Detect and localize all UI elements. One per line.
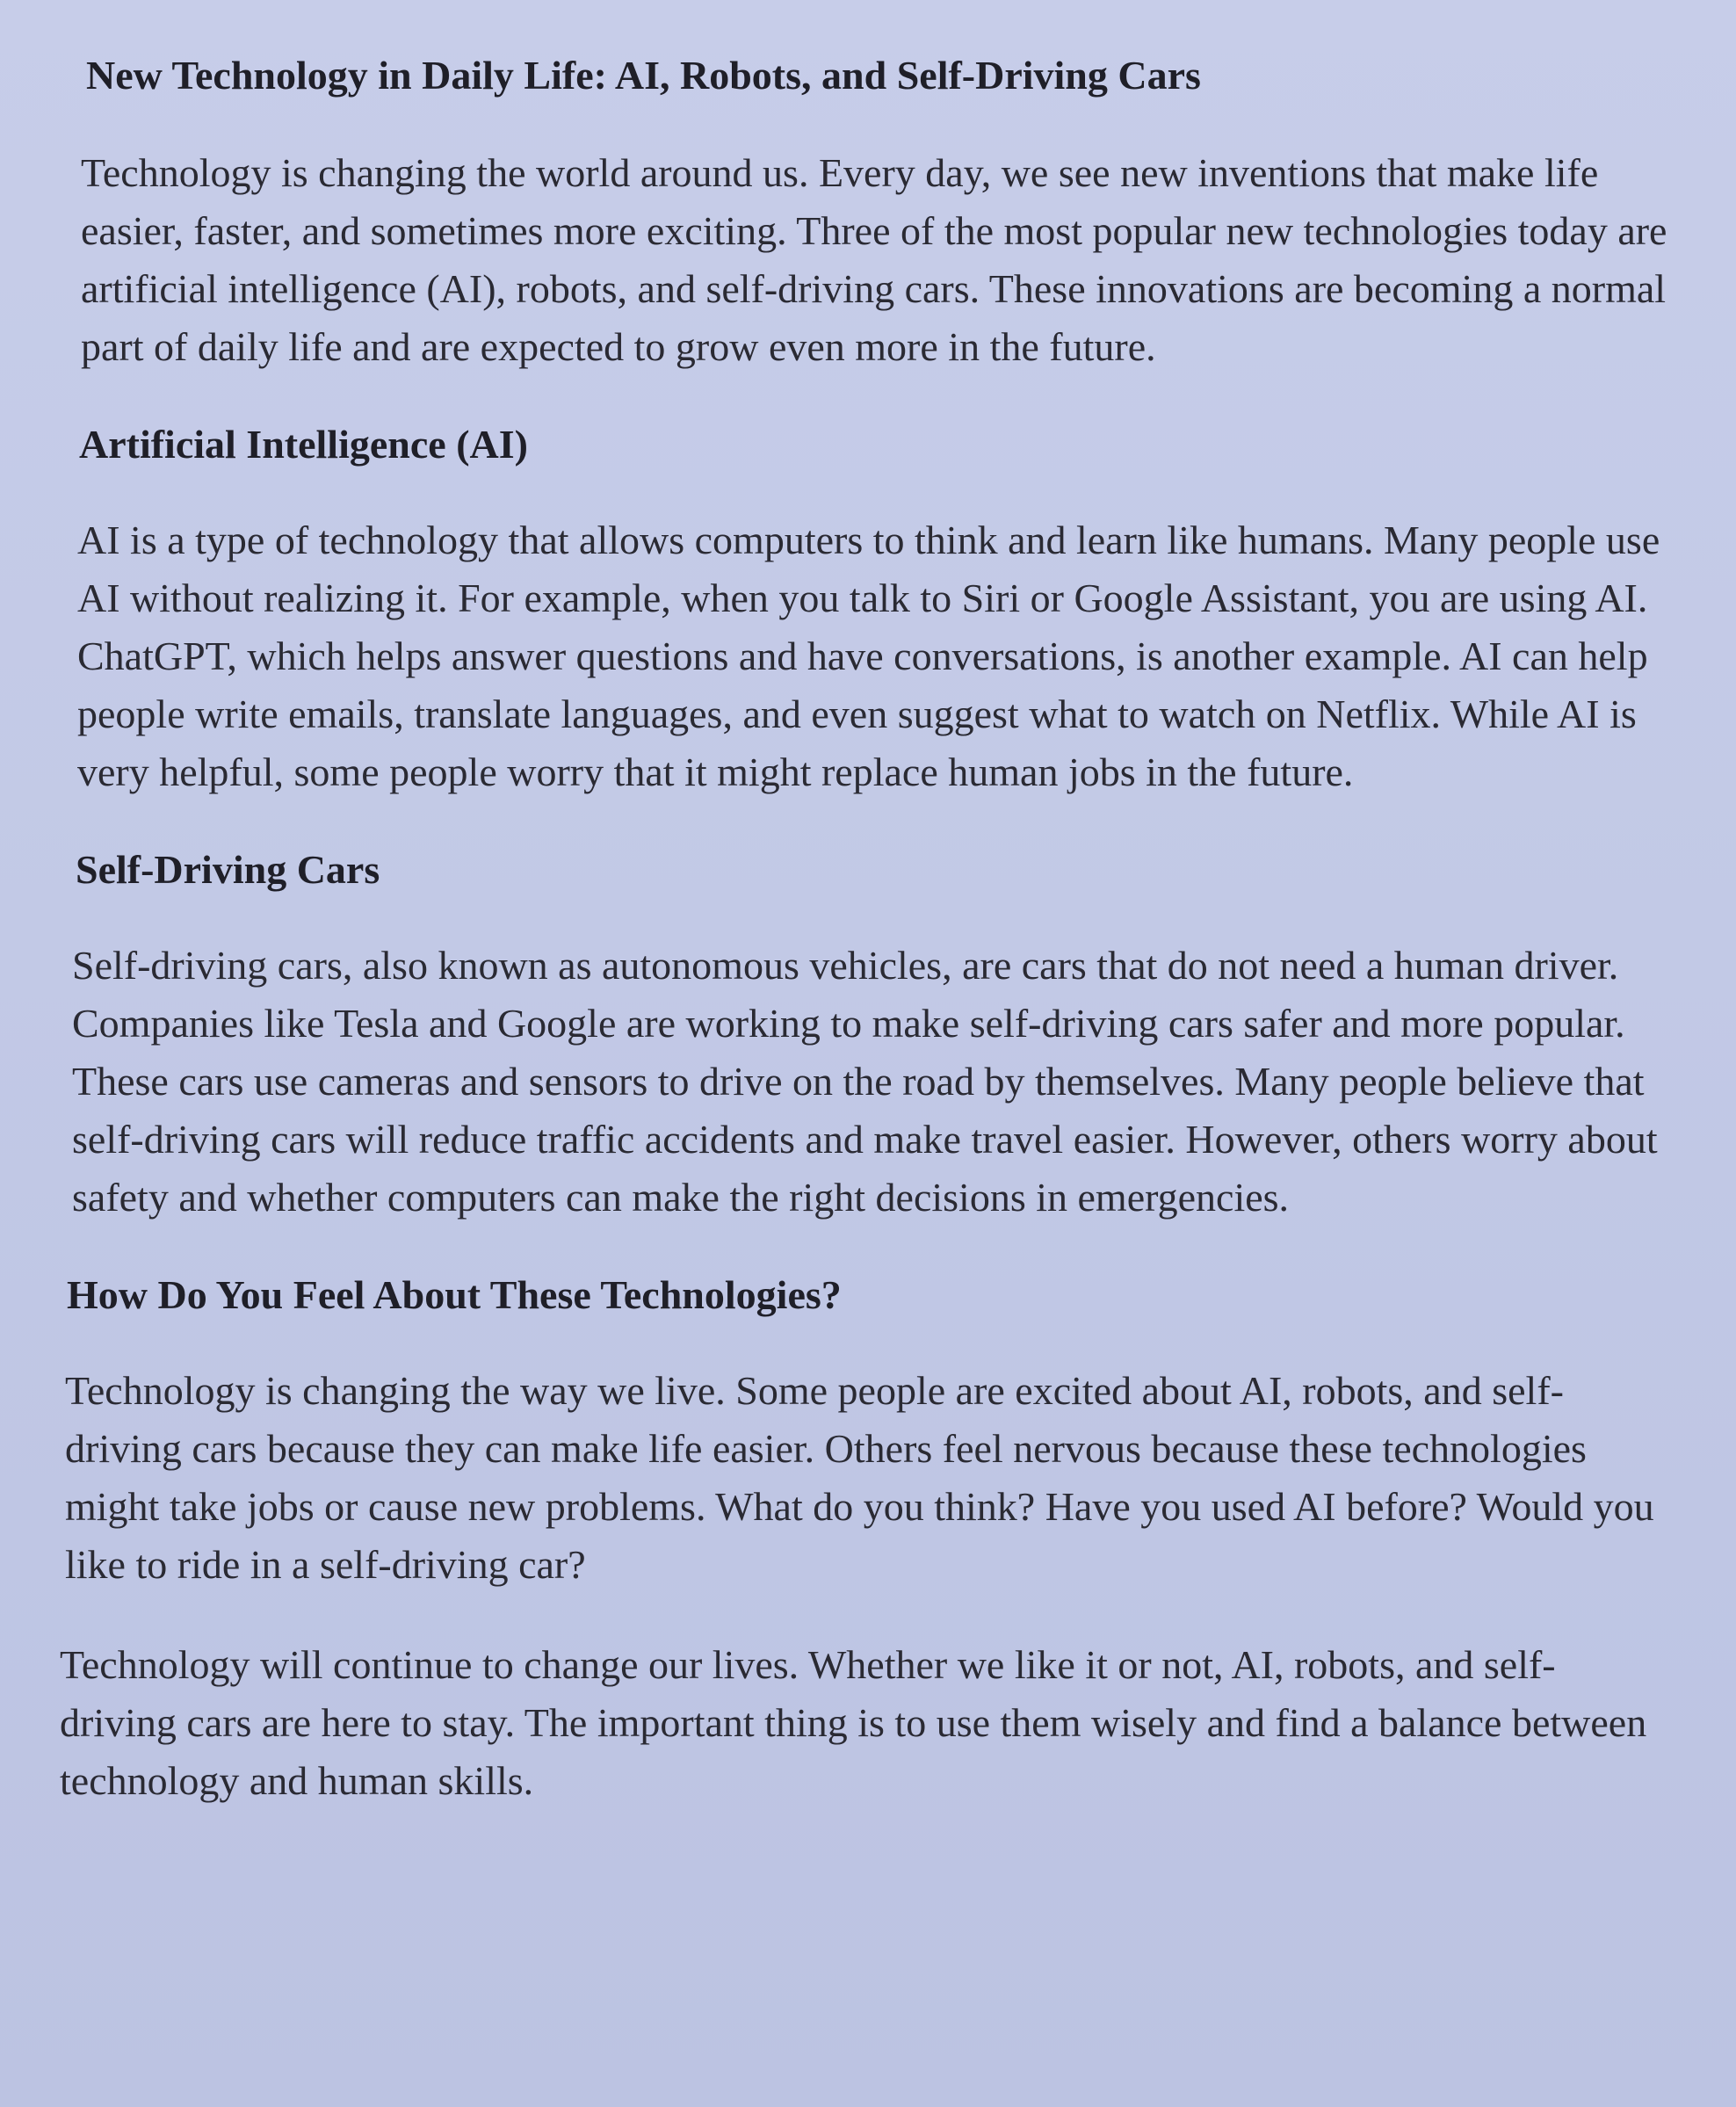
section-heading-ai: Artificial Intelligence (AI) — [79, 422, 528, 467]
section-body-self-driving-cars: Self-driving cars, also known as autonomous vehicles, are cars that do not need a human driver. Companies like Tesla and Google are working to make self-driving cars safer and more popular. These cars use cameras and sensors to drive on the road by themselves. Many people believe that self-driving cars will reduce traffic accidents and make travel easier. However, others worry about safety and whether computers can make the right decisions in emergencies. — [72, 943, 1658, 1220]
intro-paragraph: Technology is changing the world around us. Every day, we see new inventions that make life easier, faster, and sometimes more exciting. Three of the most popular new technologies today are artificial intelligence (AI), robots, and self-driving cars. These innovations are becoming a normal part of daily life and are expected to grow even more in the future. — [81, 150, 1667, 369]
conclusion-paragraph: Technology will continue to change our lives. Whether we like it or not, AI, robots, and self-driving cars are here to stay. The important thing is to use them wisely and find a balance between technology and human skills. — [60, 1642, 1647, 1803]
section-body-feelings: Technology is changing the way we live. Some people are excited about AI, robots, and self-driving cars because they can make life easier. Others feel nervous because these technologies might take jobs or cause new problems. What do you think? Have you used AI before? Would you like to ride in a self-driving car? — [65, 1368, 1654, 1587]
section-heading-feelings: How Do You Feel About These Technologies? — [67, 1272, 842, 1317]
section-heading-self-driving-cars: Self-Driving Cars — [76, 847, 380, 892]
section-body-ai: AI is a type of technology that allows computers to think and learn like humans. Many people use AI without realizing it. For example, when you talk to Siri or Google Assistant, you are using AI. ChatGPT, which helps answer questions and have conversations, is another example. AI can help people write emails, translate languages, and even suggest what to watch on Netflix. While AI is very helpful, some people worry that it might replace human jobs in the future. — [77, 518, 1660, 794]
document-title: New Technology in Daily Life: AI, Robots, and Self-Driving Cars — [86, 53, 1201, 98]
